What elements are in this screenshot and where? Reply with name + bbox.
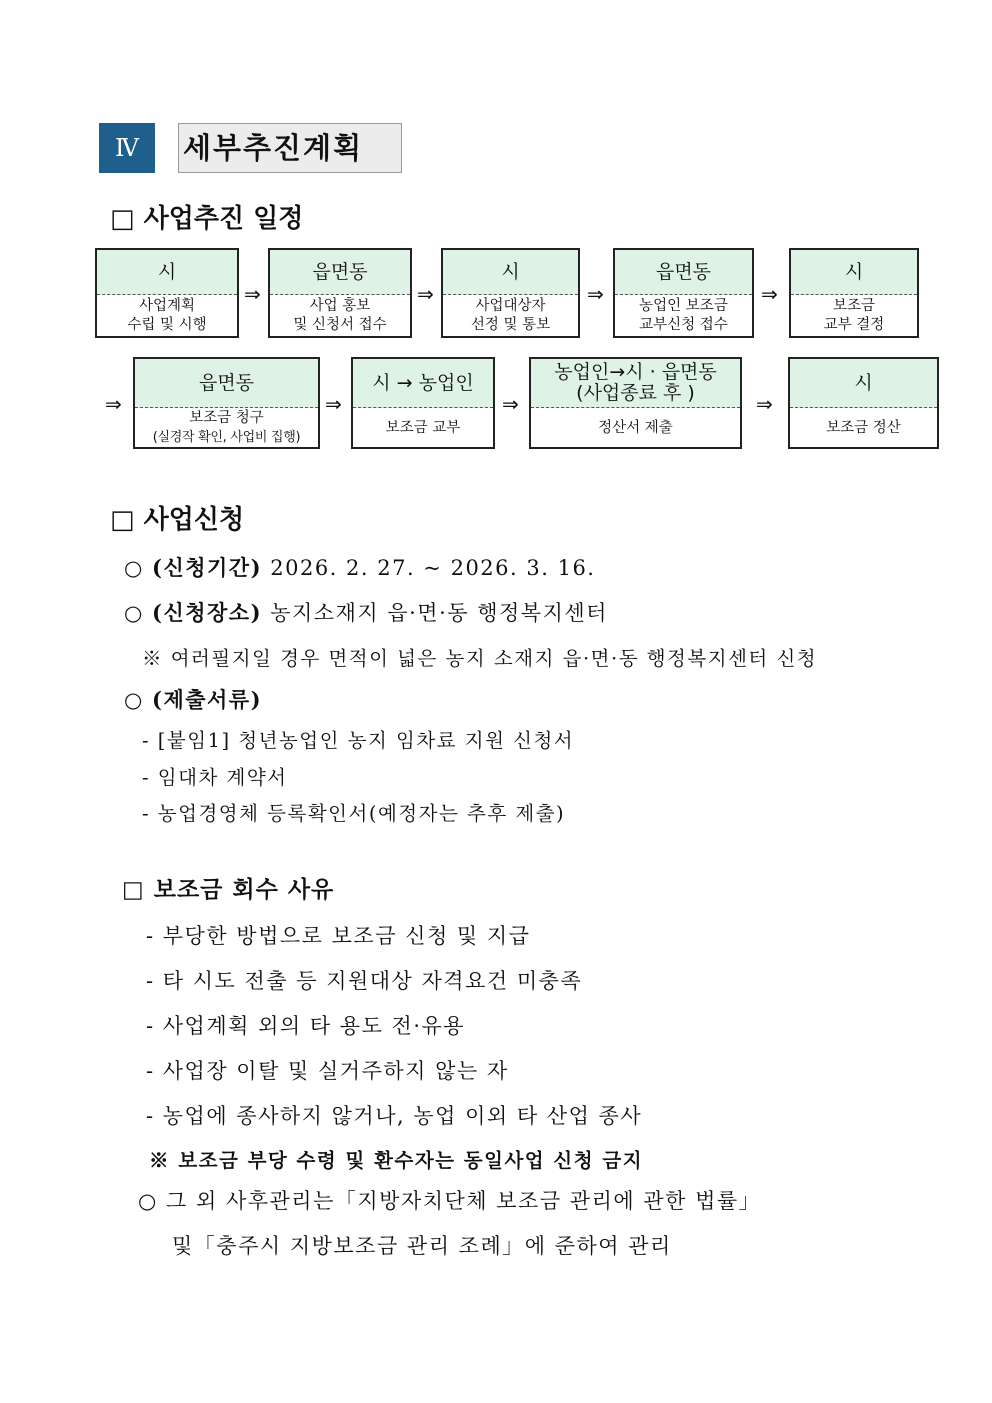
- other-line-1: [138, 1185, 761, 1215]
- step-box-5: [789, 248, 919, 338]
- step-body-line2: 선정 및 통보: [470, 317, 551, 333]
- step-body-line2: 교부 결정: [823, 317, 885, 333]
- bullet: ○: [124, 688, 144, 712]
- recovery-heading: □ 보조금 회수 사유: [122, 876, 335, 903]
- step-box-3: [441, 248, 580, 338]
- schedule-heading: □ 사업추진 일정: [110, 204, 304, 234]
- flow-arrow: ⇒: [417, 282, 434, 306]
- step-box-9: [788, 357, 939, 449]
- step-body-line1: 농업인 보조금: [639, 298, 728, 314]
- step-body-line2: 수립 및 시행: [127, 317, 207, 333]
- place-note: ※ 여러필지일 경우 면적이 넓은 농지 소재지 읍·면·동 행정복지센터 신청: [142, 647, 818, 670]
- flow-arrow: ⇒: [761, 282, 778, 306]
- step-body-line1: 보조금 교부: [385, 419, 461, 436]
- step-head: 시 → 농업인: [353, 359, 493, 408]
- bullet: ○: [138, 1189, 158, 1213]
- docs-label: (제출서류): [152, 687, 263, 712]
- step-head: 시: [791, 250, 917, 295]
- place-label: (신청장소): [152, 600, 263, 625]
- step-box-7: [351, 357, 495, 449]
- step-box-6: [133, 357, 320, 449]
- application-heading: □ 사업신청: [110, 505, 245, 535]
- step-body-line1: 정산서 제출: [598, 419, 673, 436]
- step-body-line1: 사업계획: [138, 298, 196, 314]
- section-title: 세부추진계획: [178, 123, 402, 173]
- step-body-line1: 사업대상자: [475, 298, 546, 314]
- bullet: ○: [124, 601, 144, 625]
- recovery-note: ※ 보조금 부당 수령 및 환수자는 동일사업 신청 금지: [149, 1149, 644, 1172]
- flow-arrow: ⇒: [587, 282, 604, 306]
- section-number-badge: Ⅳ: [99, 123, 155, 173]
- recovery-item: - 사업장 이탈 및 실거주하지 않는 자: [146, 1059, 509, 1083]
- period-value: 2026. 2. 27. ~ 2026. 3. 16.: [270, 556, 596, 580]
- step-head-line2: (사업종료 후 ): [576, 382, 695, 404]
- flow-arrow: ⇒: [244, 282, 261, 306]
- step-body-line1: 사업 홍보: [309, 298, 371, 314]
- doc-item: - [붙임1] 청년농업인 농지 임차료 지원 신청서: [142, 729, 575, 752]
- step-head: 시: [790, 359, 937, 408]
- recovery-item: - 부당한 방법으로 보조금 신청 및 지급: [146, 924, 531, 948]
- other-line-2: 및「충주시 지방보조금 관리 조례」에 준하여 관리: [172, 1234, 672, 1258]
- doc-item: - 임대차 계약서: [142, 766, 288, 789]
- flow-arrow: ⇒: [502, 392, 519, 416]
- step-body-line1: 보조금 정산: [826, 419, 901, 436]
- step-head: 시: [97, 250, 237, 295]
- bullet: ○: [124, 556, 144, 580]
- step-head: 읍면동: [135, 359, 318, 408]
- step-body-line1: 보조금 청구: [189, 410, 264, 426]
- recovery-item: - 타 시도 전출 등 지원대상 자격요건 미충족: [146, 969, 583, 993]
- flow-arrow: ⇒: [325, 392, 342, 416]
- recovery-item: - 농업에 종사하지 않거나, 농업 이외 타 산업 종사: [146, 1104, 643, 1128]
- recovery-item: - 사업계획 외의 타 용도 전·유용: [146, 1014, 466, 1038]
- doc-item: - 농업경영체 등록확인서(예정자는 추후 제출): [142, 802, 566, 825]
- step-box-1: [95, 248, 239, 338]
- flow-arrow: ⇒: [756, 392, 773, 416]
- place-line: [124, 597, 608, 627]
- step-body-line2: 교부신청 접수: [639, 317, 728, 333]
- step-box-8: [529, 357, 742, 449]
- docs-line: [124, 684, 262, 714]
- step-head: 읍면동: [270, 250, 410, 295]
- step-box-4: [613, 248, 754, 338]
- period-label: (신청기간): [152, 555, 263, 580]
- other-text-1: 그 외 사후관리는「지방자치단체 보조금 관리에 관한 법률」: [166, 1189, 762, 1213]
- step-body-line1: 보조금: [832, 298, 876, 314]
- step-head-line1: 농업인→시 · 읍면동: [554, 361, 717, 383]
- step-box-2: [268, 248, 412, 338]
- period-line: [124, 552, 596, 582]
- place-value: 농지소재지 읍·면·동 행정복지센터: [270, 601, 608, 625]
- step-body-line2: (실경작 확인, 사업비 집행): [152, 430, 301, 445]
- flow-arrow: ⇒: [105, 392, 122, 416]
- step-body-line2: 및 신청서 접수: [293, 317, 387, 333]
- step-head: 읍면동: [615, 250, 752, 295]
- step-head: 시: [443, 250, 578, 295]
